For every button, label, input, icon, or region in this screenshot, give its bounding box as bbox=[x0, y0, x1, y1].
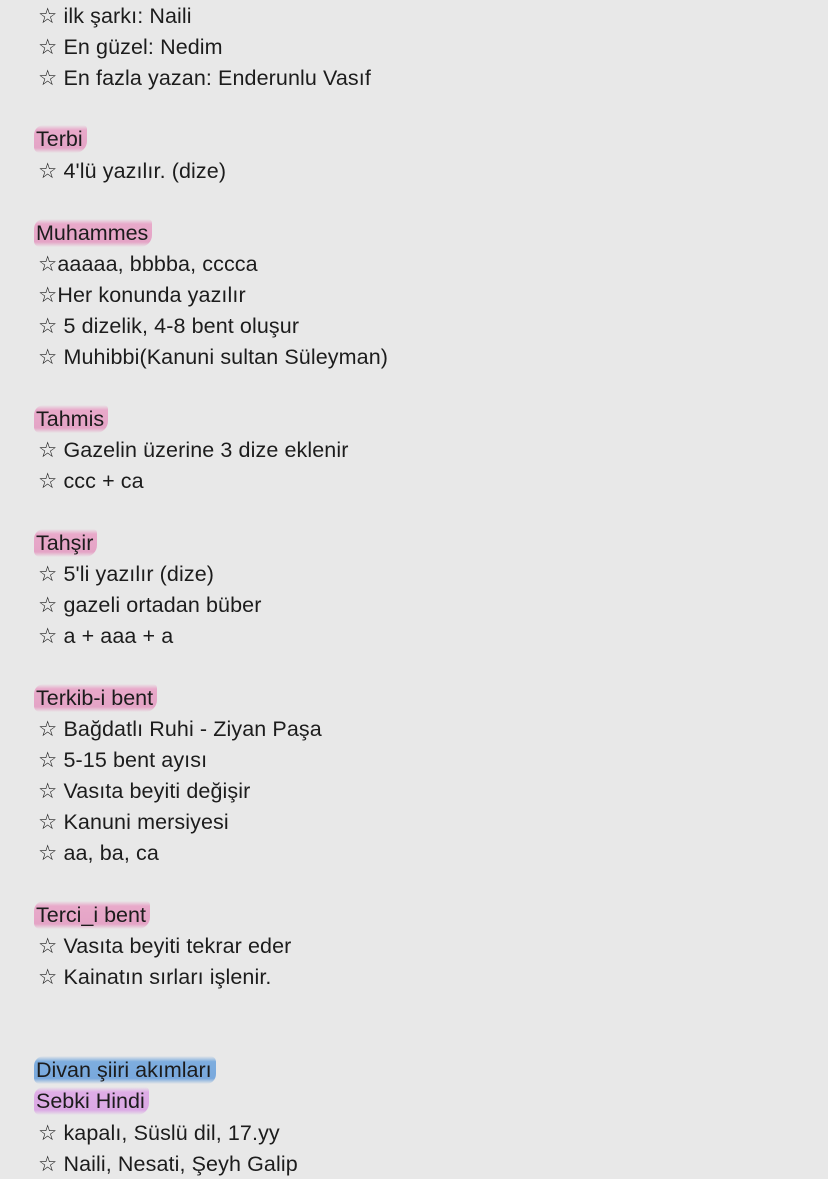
list-item: ☆ Kainatın sırları işlenir. bbox=[38, 965, 272, 989]
list-item: ☆ En fazla yazan: Enderunlu Vasıf bbox=[38, 66, 371, 90]
section-heading-terkib-i-bent: Terkib-i bent bbox=[34, 684, 157, 712]
list-item: ☆ Kanuni mersiyesi bbox=[38, 810, 229, 834]
list-item: ☆ Naili, Nesati, Şeyh Galip bbox=[38, 1152, 298, 1176]
section-heading-divan-siiri-akimlari: Divan şiiri akımları bbox=[34, 1056, 216, 1084]
list-item: ☆ a + aaa + a bbox=[38, 624, 174, 648]
list-item: ☆aaaaa, bbbba, cccca bbox=[38, 252, 258, 276]
list-item: ☆ ilk şarkı: Naili bbox=[38, 4, 192, 28]
section-heading-muhammes: Muhammes bbox=[34, 219, 152, 247]
list-item: ☆Her konunda yazılır bbox=[38, 283, 246, 307]
list-item: ☆ 5'li yazılır (dize) bbox=[38, 562, 215, 586]
list-item: ☆ 4'lü yazılır. (dize) bbox=[38, 159, 227, 183]
section-heading-terci-i-bent: Terci_i bent bbox=[34, 901, 150, 929]
section-heading-terbi: Terbi bbox=[34, 125, 87, 153]
section-heading-tahmis: Tahmis bbox=[34, 405, 108, 433]
list-item: ☆ ccc + ca bbox=[38, 469, 144, 493]
list-item: ☆ Bağdatlı Ruhi - Ziyan Paşa bbox=[38, 717, 322, 741]
list-item: ☆ gazeli ortadan büber bbox=[38, 593, 262, 617]
list-item: ☆ Vasıta beyiti değişir bbox=[38, 779, 251, 803]
list-item: ☆ kapalı, Süslü dil, 17.yy bbox=[38, 1121, 280, 1145]
section-heading-sebki-hindi: Sebki Hindi bbox=[34, 1087, 149, 1115]
list-item: ☆ 5 dizelik, 4-8 bent oluşur bbox=[38, 314, 300, 338]
list-item: ☆ Vasıta beyiti tekrar eder bbox=[38, 934, 292, 958]
list-item: ☆ aa, ba, ca bbox=[38, 841, 159, 865]
list-item: ☆ Muhibbi(Kanuni sultan Süleyman) bbox=[38, 345, 389, 369]
list-item: ☆ Gazelin üzerine 3 dize eklenir bbox=[38, 438, 349, 462]
section-heading-tahsir: Tahşir bbox=[34, 529, 97, 557]
list-item: ☆ En güzel: Nedim bbox=[38, 35, 223, 59]
list-item: ☆ 5-15 bent ayısı bbox=[38, 748, 208, 772]
